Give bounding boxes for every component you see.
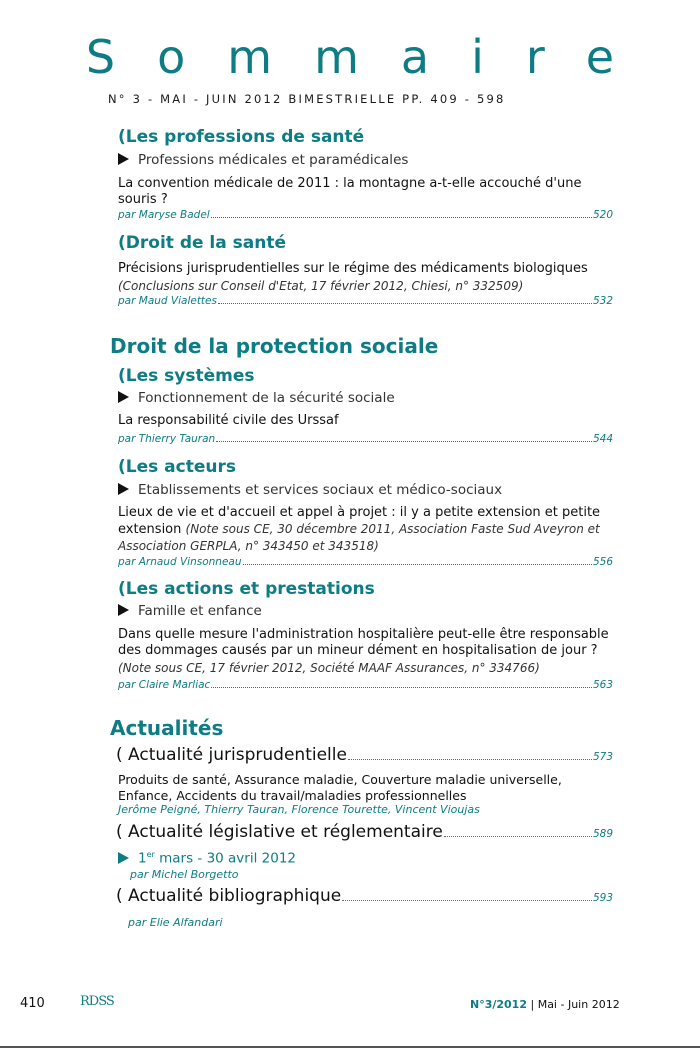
author: par Elie Alfandari	[128, 916, 223, 929]
page-number: 563	[592, 679, 613, 691]
article-title: Lieux de vie et d'accueil et appel à projet : il y a petite extension et petite extension	[118, 505, 601, 537]
page-title: Sommaire	[85, 30, 657, 84]
article-author-line	[118, 433, 613, 445]
bottom-rule	[0, 1046, 700, 1048]
section-heading-protection-sociale: Droit de la protection sociale	[110, 334, 439, 358]
article-author: par Maryse Badel	[118, 209, 210, 221]
article-author: par Thierry Tauran	[118, 433, 216, 445]
footer-issue-number: N°3/2012	[470, 998, 527, 1011]
page-number: 556	[592, 556, 613, 568]
rdss-logo: RDSS	[80, 994, 114, 1009]
heading-droit-sante: (Droit de la santé	[118, 233, 286, 253]
heading-professions-sante: (Les professions de santé	[118, 127, 365, 147]
toc-entry-jurisprudentielle	[116, 745, 613, 765]
subheading-label: Famille et enfance	[138, 603, 262, 619]
triangle-bullet-icon	[118, 604, 129, 616]
page-number: 520	[592, 209, 613, 221]
topics-list: Produits de santé, Assurance maladie, Couverture maladie universelle, Enfance, Accidents du travail/maladies professionnelles	[118, 772, 562, 803]
toc-entry-bibliographique	[116, 886, 613, 906]
triangle-bullet-icon	[118, 852, 129, 864]
footer-period: Mai - Juin 2012	[537, 998, 620, 1011]
date-ordinal: er	[146, 850, 155, 859]
subheading-acteurs	[118, 482, 502, 498]
article-title: La responsabilité civile des Urssaf	[118, 413, 339, 428]
leader-dots	[444, 836, 592, 837]
leader-dots	[216, 441, 592, 442]
subheading-label: Fonctionnement de la sécurité sociale	[138, 390, 395, 406]
subheading-label: Etablissements et services sociaux et médico-sociaux	[138, 482, 503, 498]
article-note: (Note sous CE, 30 décembre 2011, Association Faste Sud Aveyron et Association GERPLA, n° 343450 et 343518)	[118, 522, 600, 553]
subheading-professions	[118, 152, 408, 168]
article-author-line	[118, 209, 613, 221]
page-number: 593	[592, 892, 613, 904]
article-title: Précisions jurisprudentielles sur le régime des médicaments biologiques	[118, 261, 588, 276]
date-day: 1	[138, 850, 147, 867]
article-entry	[118, 505, 613, 555]
date-range-line	[118, 850, 296, 867]
page-number: 544	[592, 433, 613, 445]
article-title: Dans quelle mesure l'administration hospitalière peut-elle être responsable des dommages causés par un mineur dément en hospitalisation de jour ?	[118, 627, 609, 658]
leader-dots	[211, 217, 592, 218]
toc-entry-legislative	[116, 822, 613, 842]
leader-dots	[211, 687, 592, 688]
entry-label: ( Actualité jurisprudentielle	[116, 745, 347, 765]
triangle-bullet-icon	[118, 391, 129, 403]
heading-actions-prestations: (Les actions et prestations	[118, 579, 375, 599]
page-number: 532	[592, 295, 613, 307]
heading-systemes: (Les systèmes	[118, 366, 255, 386]
article-author: par Maud Vialettes	[118, 295, 217, 307]
issue-subtitle: N° 3 - MAI - JUIN 2012 BIMESTRIELLE PP. 409 - 598	[108, 92, 506, 106]
leader-dots	[348, 759, 592, 760]
subheading-label: Professions médicales et paramédicales	[138, 152, 409, 168]
authors-list: Jerôme Peigné, Thierry Tauran, Florence Tourette, Vincent Vioujas	[118, 803, 480, 816]
leader-dots	[243, 564, 592, 565]
folio-number: 410	[20, 996, 45, 1011]
article-author-line	[118, 295, 613, 307]
article-note: (Note sous CE, 17 février 2012, Société MAAF Assurances, n° 334766)	[118, 661, 540, 675]
subheading-systemes	[118, 390, 395, 406]
date-range: mars - 30 avril 2012	[154, 850, 296, 867]
page-number: 573	[592, 751, 613, 763]
subheading-famille	[118, 603, 262, 619]
article-author-line	[118, 679, 613, 691]
triangle-bullet-icon	[118, 483, 129, 495]
leader-dots	[342, 900, 592, 901]
footer-issue	[470, 998, 620, 1011]
footer-separator: |	[527, 998, 538, 1011]
article-author-line	[118, 556, 613, 568]
section-heading-actualites: Actualités	[110, 716, 224, 740]
article-note: (Conclusions sur Conseil d'Etat, 17 février 2012, Chiesi, n° 332509)	[118, 279, 524, 293]
article-title: La convention médicale de 2011 : la montagne a-t-elle accouché d'une souris ?	[118, 176, 582, 207]
entry-label: ( Actualité législative et réglementaire	[116, 822, 443, 842]
article-author: par Claire Marliac	[118, 679, 211, 691]
leader-dots	[218, 303, 592, 304]
triangle-bullet-icon	[118, 153, 129, 165]
author: par Michel Borgetto	[130, 868, 239, 881]
article-author: par Arnaud Vinsonneau	[118, 556, 242, 568]
heading-acteurs: (Les acteurs	[118, 457, 236, 477]
page-number: 589	[592, 828, 613, 840]
entry-label: ( Actualité bibliographique	[116, 886, 342, 906]
